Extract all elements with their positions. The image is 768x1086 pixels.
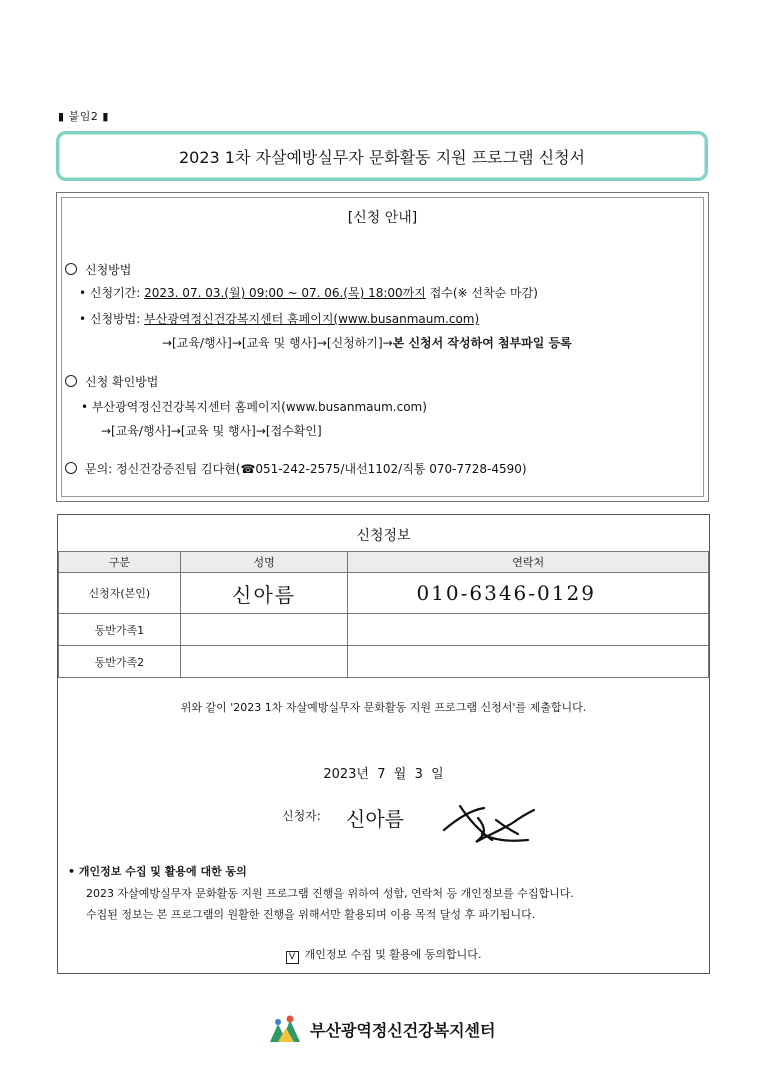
apply-method-path-bold: 본 신청서 작성하여 첨부파일 등록 [392,336,572,350]
circle-bullet-icon [65,375,77,387]
companion1-phone-field[interactable] [348,614,709,646]
application-guide [56,192,709,502]
table-row [59,614,709,646]
section-apply-method-title: 신청방법 [85,263,132,277]
applicant-name-field[interactable]: 신아름 [180,573,348,614]
consent-line1: 2023 자살예방실무자 문화활동 지원 프로그램 진행을 위하여 성함, 연락처 등 개인정보를 수집합니다. [86,887,574,900]
row-label: 신청자(본인) [59,573,181,614]
form-title-box [56,131,708,181]
apply-method-link[interactable]: 부산광역정신건강복지센터 홈페이지(www.busanmaum.com) [144,312,480,326]
attachment-label: ▮ 붙임2 ▮ [58,110,109,123]
table-row [59,573,709,614]
signature-icon [438,800,538,848]
section-inquiry [65,460,527,477]
apply-period-line [79,284,538,301]
header-name: 성명 [180,552,348,573]
apply-period-value: 2023. 07. 03.(월) 09:00 ~ 07. 06.(목) 18:00까지 [144,286,426,300]
companion2-phone-field[interactable] [348,646,709,678]
circle-bullet-icon [65,462,77,474]
apply-method-path-line [162,334,572,351]
application-info [57,514,710,974]
companion2-name-field[interactable] [180,646,348,678]
applicant-label: 신청자: [282,809,321,823]
header-contact: 연락처 [348,552,709,573]
consent-agree-label: 개인정보 수집 및 활용에 동의합니다. [304,948,482,961]
companion1-name-field[interactable] [180,614,348,646]
section-check-method [65,373,158,390]
attachment-label-text: 붙임2 [68,110,99,123]
guide-heading: [신청 안내] [347,210,418,226]
org-logo-icon [268,1014,302,1044]
applicant-table [58,551,709,678]
consent-heading: • 개인정보 수집 및 활용에 대한 동의 [68,865,247,878]
consent-line2: 수집된 정보는 본 프로그램의 원활한 진행을 위해서만 활용되며 이용 목적 달성 후 파기됩니다. [86,908,536,921]
circle-bullet-icon [65,263,77,275]
applicant-phone-field[interactable]: 010-6346-0129 [348,573,709,614]
applicant-name-signed: 신아름 [346,807,404,831]
apply-method-path: →[교육/행사]→[교육 및 행사]→[신청하기]→ [162,336,393,350]
inquiry-text: 문의: 정신건강증진팀 김다현(☎051-242-2575/내선1102/직통 070-7728-4590) [85,462,527,476]
section-check-method-title: 신청 확인방법 [85,375,159,389]
apply-period-label: • 신청기간: [79,286,141,300]
footer [268,1014,495,1044]
info-title: 신청정보 [356,528,411,544]
consent-checkbox[interactable]: V [286,951,299,964]
apply-period-suffix: 접수(※ 선착순 마감) [429,286,538,300]
section-apply-method [65,261,131,278]
consent-agree [58,946,709,964]
apply-method-line [79,310,479,327]
check-method-line2: →[교육/행사]→[교육 및 행사]→[접수확인] [101,424,322,438]
apply-method-label: • 신청방법: [79,312,141,326]
org-name: 부산광역정신건강복지센터 [310,1020,496,1040]
declaration-text: 위와 같이 '2023 1차 자살예방실무자 문화활동 지원 프로그램 신청서'를 제출합니다. [180,701,587,714]
form-title: 2023 1차 자살예방실무자 문화활동 지원 프로그램 신청서 [179,147,585,167]
header-category: 구분 [59,552,181,573]
row-label: 동반가족1 [59,614,181,646]
submission-date: 2023년 7 월 3 일 [323,767,444,782]
row-label: 동반가족2 [59,646,181,678]
check-method-line1: • 부산광역정신건강복지센터 홈페이지(www.busanmaum.com) [81,400,427,414]
table-header-row [59,552,709,573]
table-row [59,646,709,678]
